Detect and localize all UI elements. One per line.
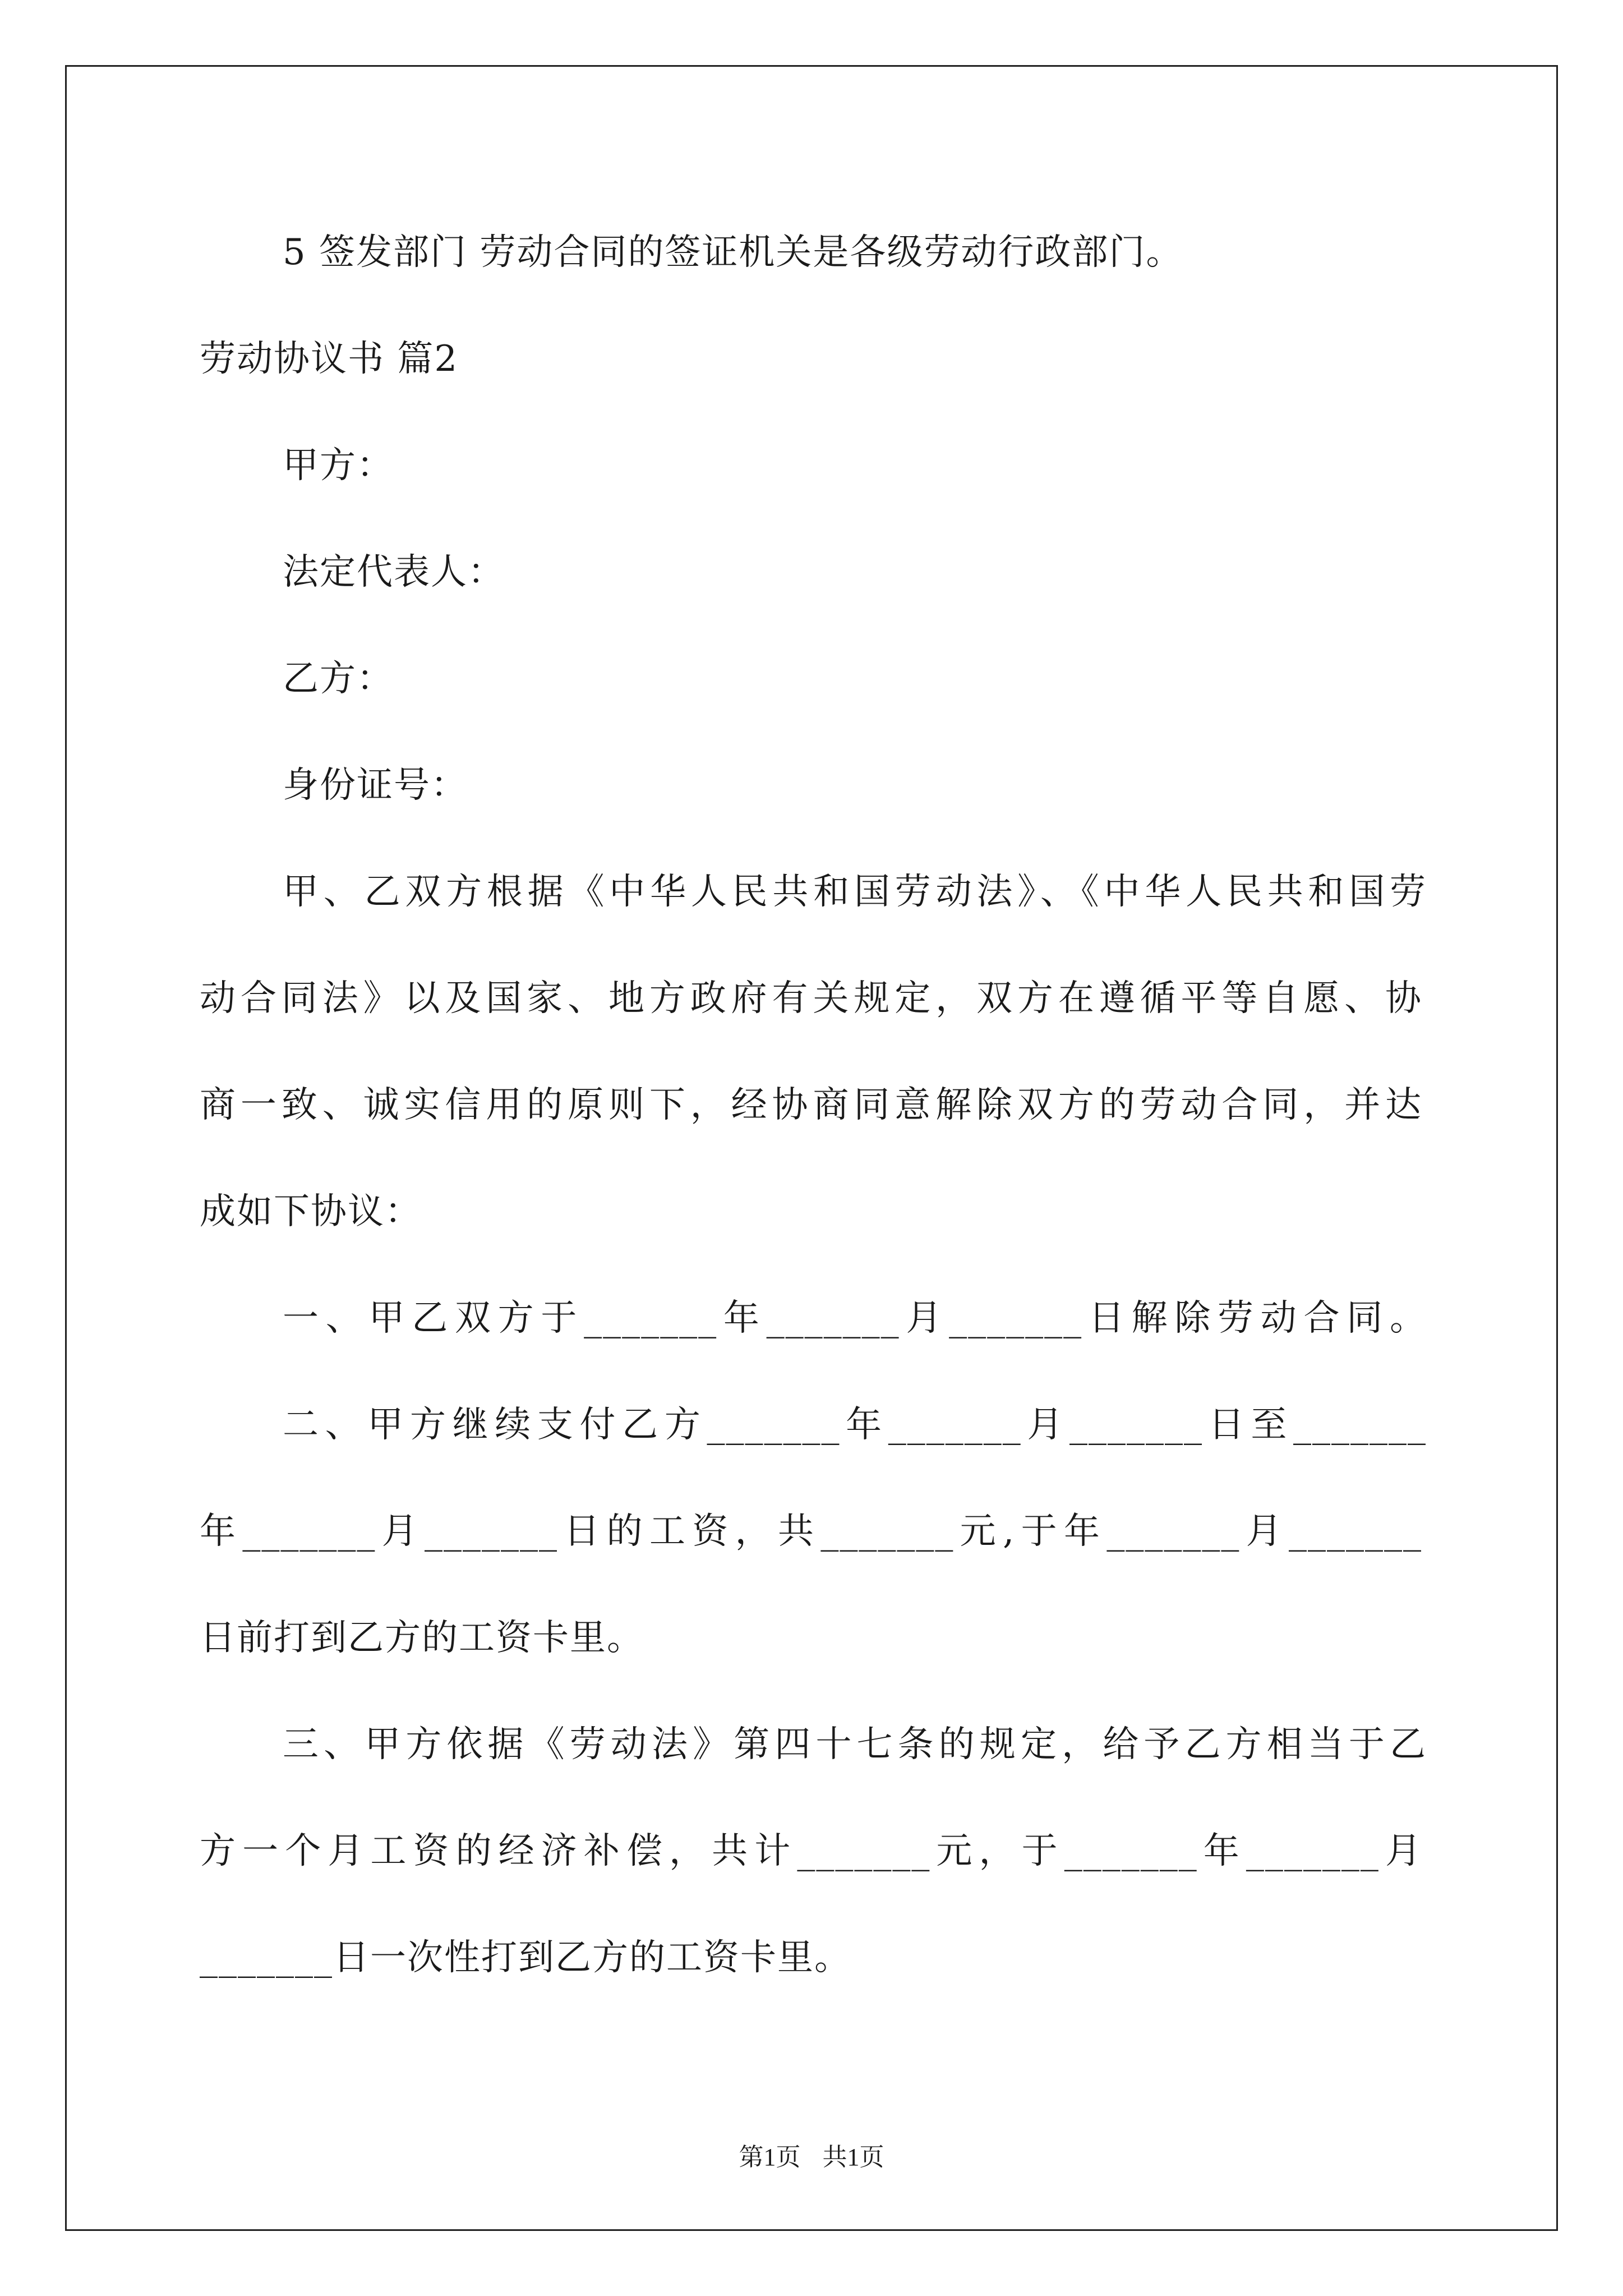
id-number-field: 身份证号：: [283, 765, 468, 806]
clause-2-line-3: 日前打到乙方的工资卡里。: [200, 1617, 644, 1659]
page-number-current: 第1页: [739, 2143, 801, 2171]
clause-3-line-2: 方一个月工资的经济补偿，共计_______元，于_______年_______月: [200, 1830, 1422, 1872]
paragraph-preamble-line-1: 甲、乙双方根据《中华人民共和国劳动法》、《中华人民共和国劳: [283, 871, 1427, 913]
party-b-field: 乙方：: [283, 658, 394, 700]
legal-representative-field: 法定代表人：: [283, 551, 505, 593]
section-heading: 劳动协议书 篇2: [200, 338, 459, 380]
clause-3-line-1: 三、甲方依据《劳动法》第四十七条的规定，给予乙方相当于乙: [283, 1724, 1427, 1765]
text-line-issuing-department: 5 签发部门 劳动合同的签证机关是各级劳动行政部门。: [283, 232, 1183, 273]
clause-2-line-2: 年_______月_______日的工资，共_______元,于年_______月_______: [200, 1511, 1422, 1552]
page-footer: [0, 2142, 1623, 2173]
page-number-total: 共1页: [822, 2143, 884, 2171]
party-a-field: 甲方：: [283, 445, 394, 486]
paragraph-preamble-line-2: 动合同法》以及国家、地方政府有关规定，双方在遵循平等自愿、协: [200, 978, 1422, 1019]
clause-2-line-1: 二、甲方继续支付乙方_______年_______月_______日至_______: [283, 1404, 1427, 1446]
paragraph-preamble-line-3: 商一致、诚实信用的原则下，经协商同意解除双方的劳动合同，并达: [200, 1084, 1422, 1126]
page-frame: [65, 65, 1558, 2231]
paragraph-preamble-line-4: 成如下协议：: [200, 1191, 422, 1232]
clause-3-line-3: _______日一次性打到乙方的工资卡里。: [200, 1937, 851, 1978]
clause-1-line-1: 一、甲乙双方于_______年_______月_______日解除劳动合同。: [283, 1297, 1427, 1339]
